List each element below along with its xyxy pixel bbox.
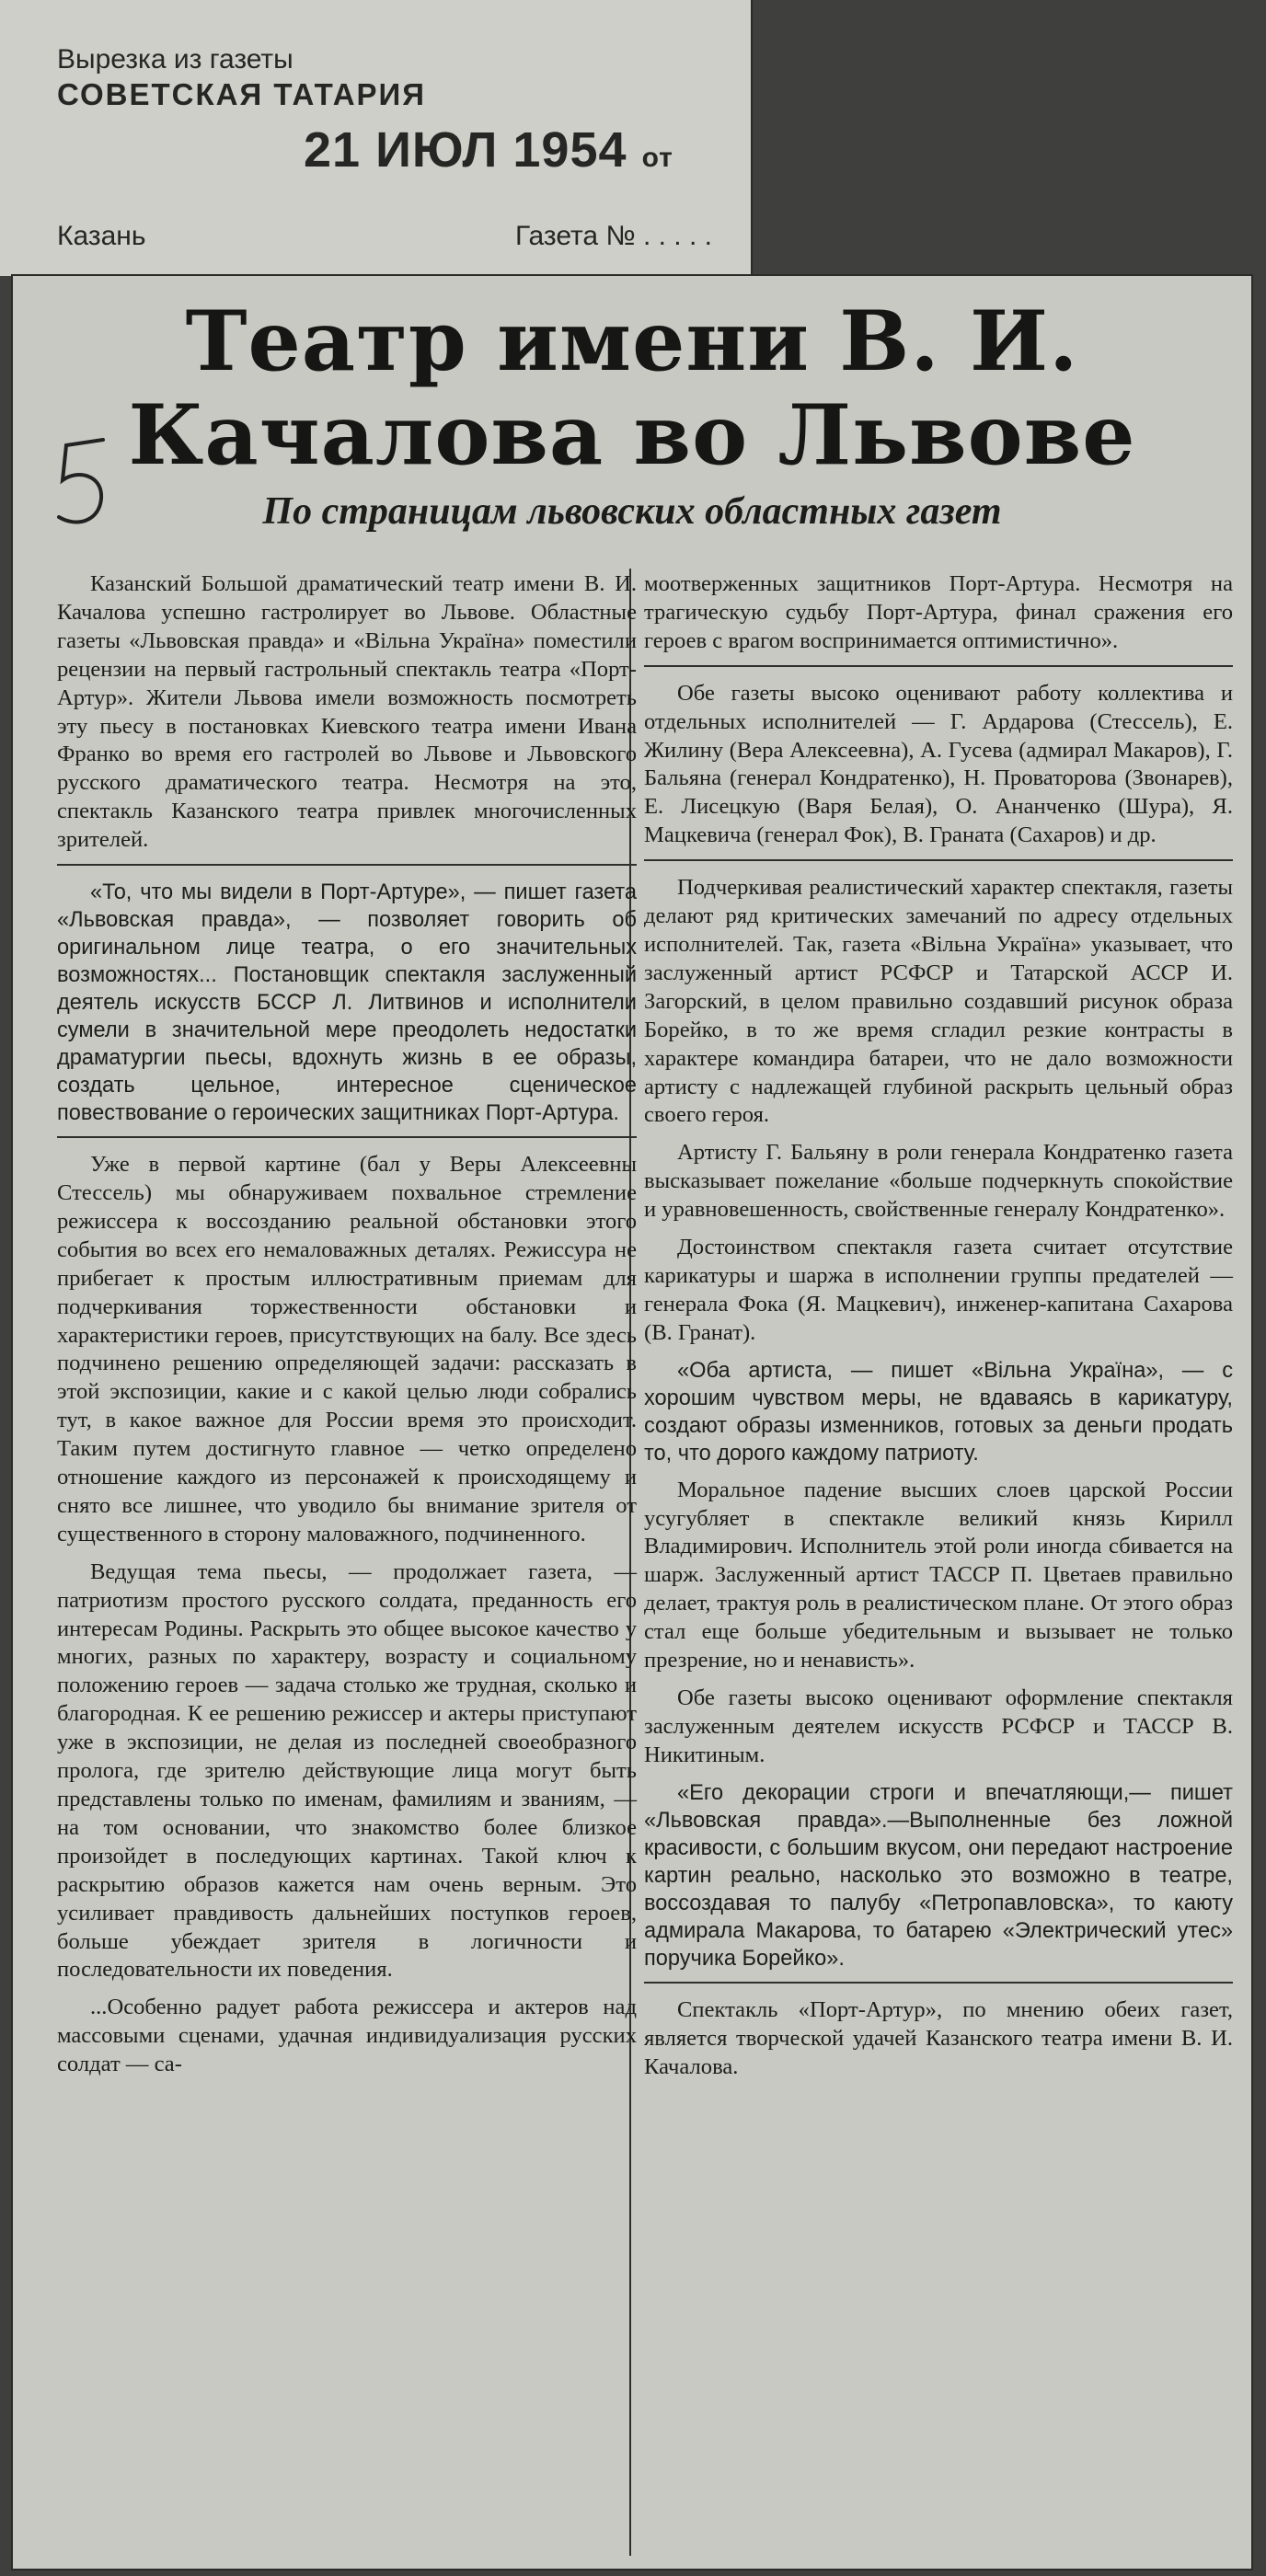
paragraph: «Его декорации строги и впечатляющи,— пишет «Львовская правда».—Выполненные без ложной красивости, с большим вкусом, они передают настроение картин реально, насколько это возможно в театре, воссоздавая то палубу «Петропавловска», то каюту адмирала Макарова, то батарею «Электрический утес» поручика Борейко». (644, 1780, 1233, 1971)
clipping-label-card (0, 0, 753, 276)
paragraph: Уже в первой картине (бал у Веры Алексеевны Стессель) мы обнаруживаем похвальное стремление режиссера к воссозданию реальной обстановки этого события во всех его немаловажных деталях. Режиссура не прибегает к простым иллюстративным приемам для подчеркивания торжественности обстановки и характеристики героев, присутствующих на балу. Все здесь подчинено решению определяющей задачи: рассказать в этой экспозиции, какие и с какой целью люди собрались тут, в какое важное для России время это происходит. Таким путем достигнуто главное — четко определено отношение каждого из персонажей к происходящему и снято все лишнее, что уводило бы внимание зрителя от существенного в сторону маловажного, подчиненного. (57, 1152, 637, 1547)
article-subtitle: По страницам львовских областных газет (262, 490, 1002, 533)
paragraph: Моральное падение высших слоев царской России усугубляет в спектакле великий князь Кирилл Владимирович. Исполнитель этой роли иногда сбивается на шарж. Заслуженный артист ТАССР П. Цветаев правильно делает, трактуя роль в реалистическом плане. От этого образ стал еще больше убедительным и вызывает не только презрение, но и ненависть». (644, 1477, 1233, 1673)
date-prefix: от (641, 143, 673, 173)
paragraph: Достоинством спектакля газета считает отсутствие карикатуры и шаржа в исполнении группы предателей — генерала Фока (Я. Мацкевич), инженер-капитана Сахарова (В. Гранат). (644, 1235, 1233, 1345)
article-clipping (11, 274, 1253, 2570)
paragraph: моотверженных защитников Порт-Артура. Несмотря на трагическую судьбу Порт-Артура, финал сражения его героев с врагом воспринимается оптимистично». (644, 571, 1233, 653)
article-column-right (644, 570, 1233, 2090)
clipping-source-label: Вырезка из газеты (57, 44, 293, 75)
paragraph: Подчеркивая реалистический характер спектакля, газеты делают ряд критических замечаний по адресу отдельных исполнителей. Так, газета «Вільна Україна» указывает, что заслуженный артист РСФСР и Татарской АССР И. Загорский, в целом правильно создавший рисунок образа Борейко, в то же время сгладил резкие контрасты в характере командира батареи, что не дало возможности артисту с надлежащей глубиной раскрыть цельный образ своего героя. (644, 875, 1233, 1128)
gazeta-number-text: Газета № (515, 221, 636, 251)
paragraph: Спектакль «Порт-Артур», по мнению обеих газет, является творческой удачей Казанского театра имени В. И. Качалова. (644, 1996, 1233, 2079)
gazeta-number-label: Газета № . . . . . (515, 221, 712, 251)
paragraph: Казанский Большой драматический театр имени В. И. Качалова успешно гастролирует во Львове. Областные газеты «Львовская правда» и «Вільна Україна» поместили рецензии на первый гастрольный спектакль театра «Порт-Артур». Жители Львова имели возможность посмотреть эту пьесу в постановках Киевского театра имени Ивана Франко во время его гастролей во Львове и Львовского русского драматического театра. Несмотря на это, спектакль Казанского театра привлек многочисленных зрителей. (57, 571, 637, 853)
separator-rule (57, 1136, 637, 1138)
separator-rule (644, 1982, 1233, 1984)
city-label: Казань (57, 221, 146, 251)
paragraph: Обе газеты высоко оценивают работу коллектива и отдельных исполнителей — Г. Ардарова (Стессель), Е. Жилину (Вера Алексеевна), А. Гусева (адмирал Макаров), Г. Бальяна (генерал Кондратенко), Н. Проваторова (Звонарев), Е. Лисецкую (Варя Белая), О. Ананченко (Шура), Я. Мацкевича (генерал Фок), В. Граната (Сахаров) и др. (644, 680, 1233, 848)
separator-rule (644, 859, 1233, 861)
separator-rule (644, 665, 1233, 667)
date-stamp (304, 121, 673, 178)
paragraph: «Оба артиста, — пишет «Вільна Україна», — с хорошим чувством меры, не вдаваясь в карикатуру, создают образы изменников, готовых за деньги продать то, что дорого каждому патриоту. (644, 1358, 1233, 1466)
newspaper-name: СОВЕТСКАЯ ТАТАРИЯ (57, 77, 426, 111)
paragraph: Ведущая тема пьесы, — продолжает газета, — патриотизм простого русского солдата, преданность его интересам Родины. Раскрыть это общее высокое качество у многих, разных по характеру, возрасту и социальному положению героев — задача столько же трудная, сколько и благородная. К ее решению режиссер и актеры приступают уже в экспозиции, не делая из последней своеобразного пролога, где зрителю действующие лица могут быть представлены только по именам, фамилиям и званиям, — на том основании, что знакомство более близкое произойдет в последующих картинах. Такой ключ к раскрытию образов кажется нам очень верным. Это усиливает правдивость дальнейших поступков героев, больше убеждает зрителя в логичности и последовательности их поведения. (57, 1558, 637, 1983)
article-column-left (57, 570, 637, 2088)
paragraph: ...Особенно радует работа режиссера и актеров над массовыми сценами, удачная индивидуализация русских солдат — са- (57, 1995, 637, 2077)
paragraph: Обе газеты высоко оценивают оформление спектакля заслуженным деятелем искусств РСФСР и ТАССР В. Никитиным. (644, 1685, 1233, 1767)
date-stamp-value: 21 ИЮЛ 1954 (304, 122, 627, 178)
paragraph: «То, что мы видели в Порт-Артуре», — пишет газета «Львовская правда», — позволяет говорить об оригинальном лице театра, о его значительных возможностях... Постановщик спектакля заслуженный деятель искусств БССР Л. Литвинов и исполнители сумели в значительной мере преодолеть недостатки драматургии пьесы, вдохнуть жизнь в ее образы, создать цельное, интересное сценическое повествование о героических защитниках Порт-Артура. (57, 880, 637, 1126)
separator-rule (57, 864, 637, 866)
article-title: Театр имени В. И. Качалова во Львове (128, 293, 1136, 484)
paragraph: Артисту Г. Бальяну в роли генерала Кондратенко газета высказывает пожелание «больше подчеркнуть спокойствие и уравновешенность, свойственные генералу Кондратенко». (644, 1140, 1233, 1223)
